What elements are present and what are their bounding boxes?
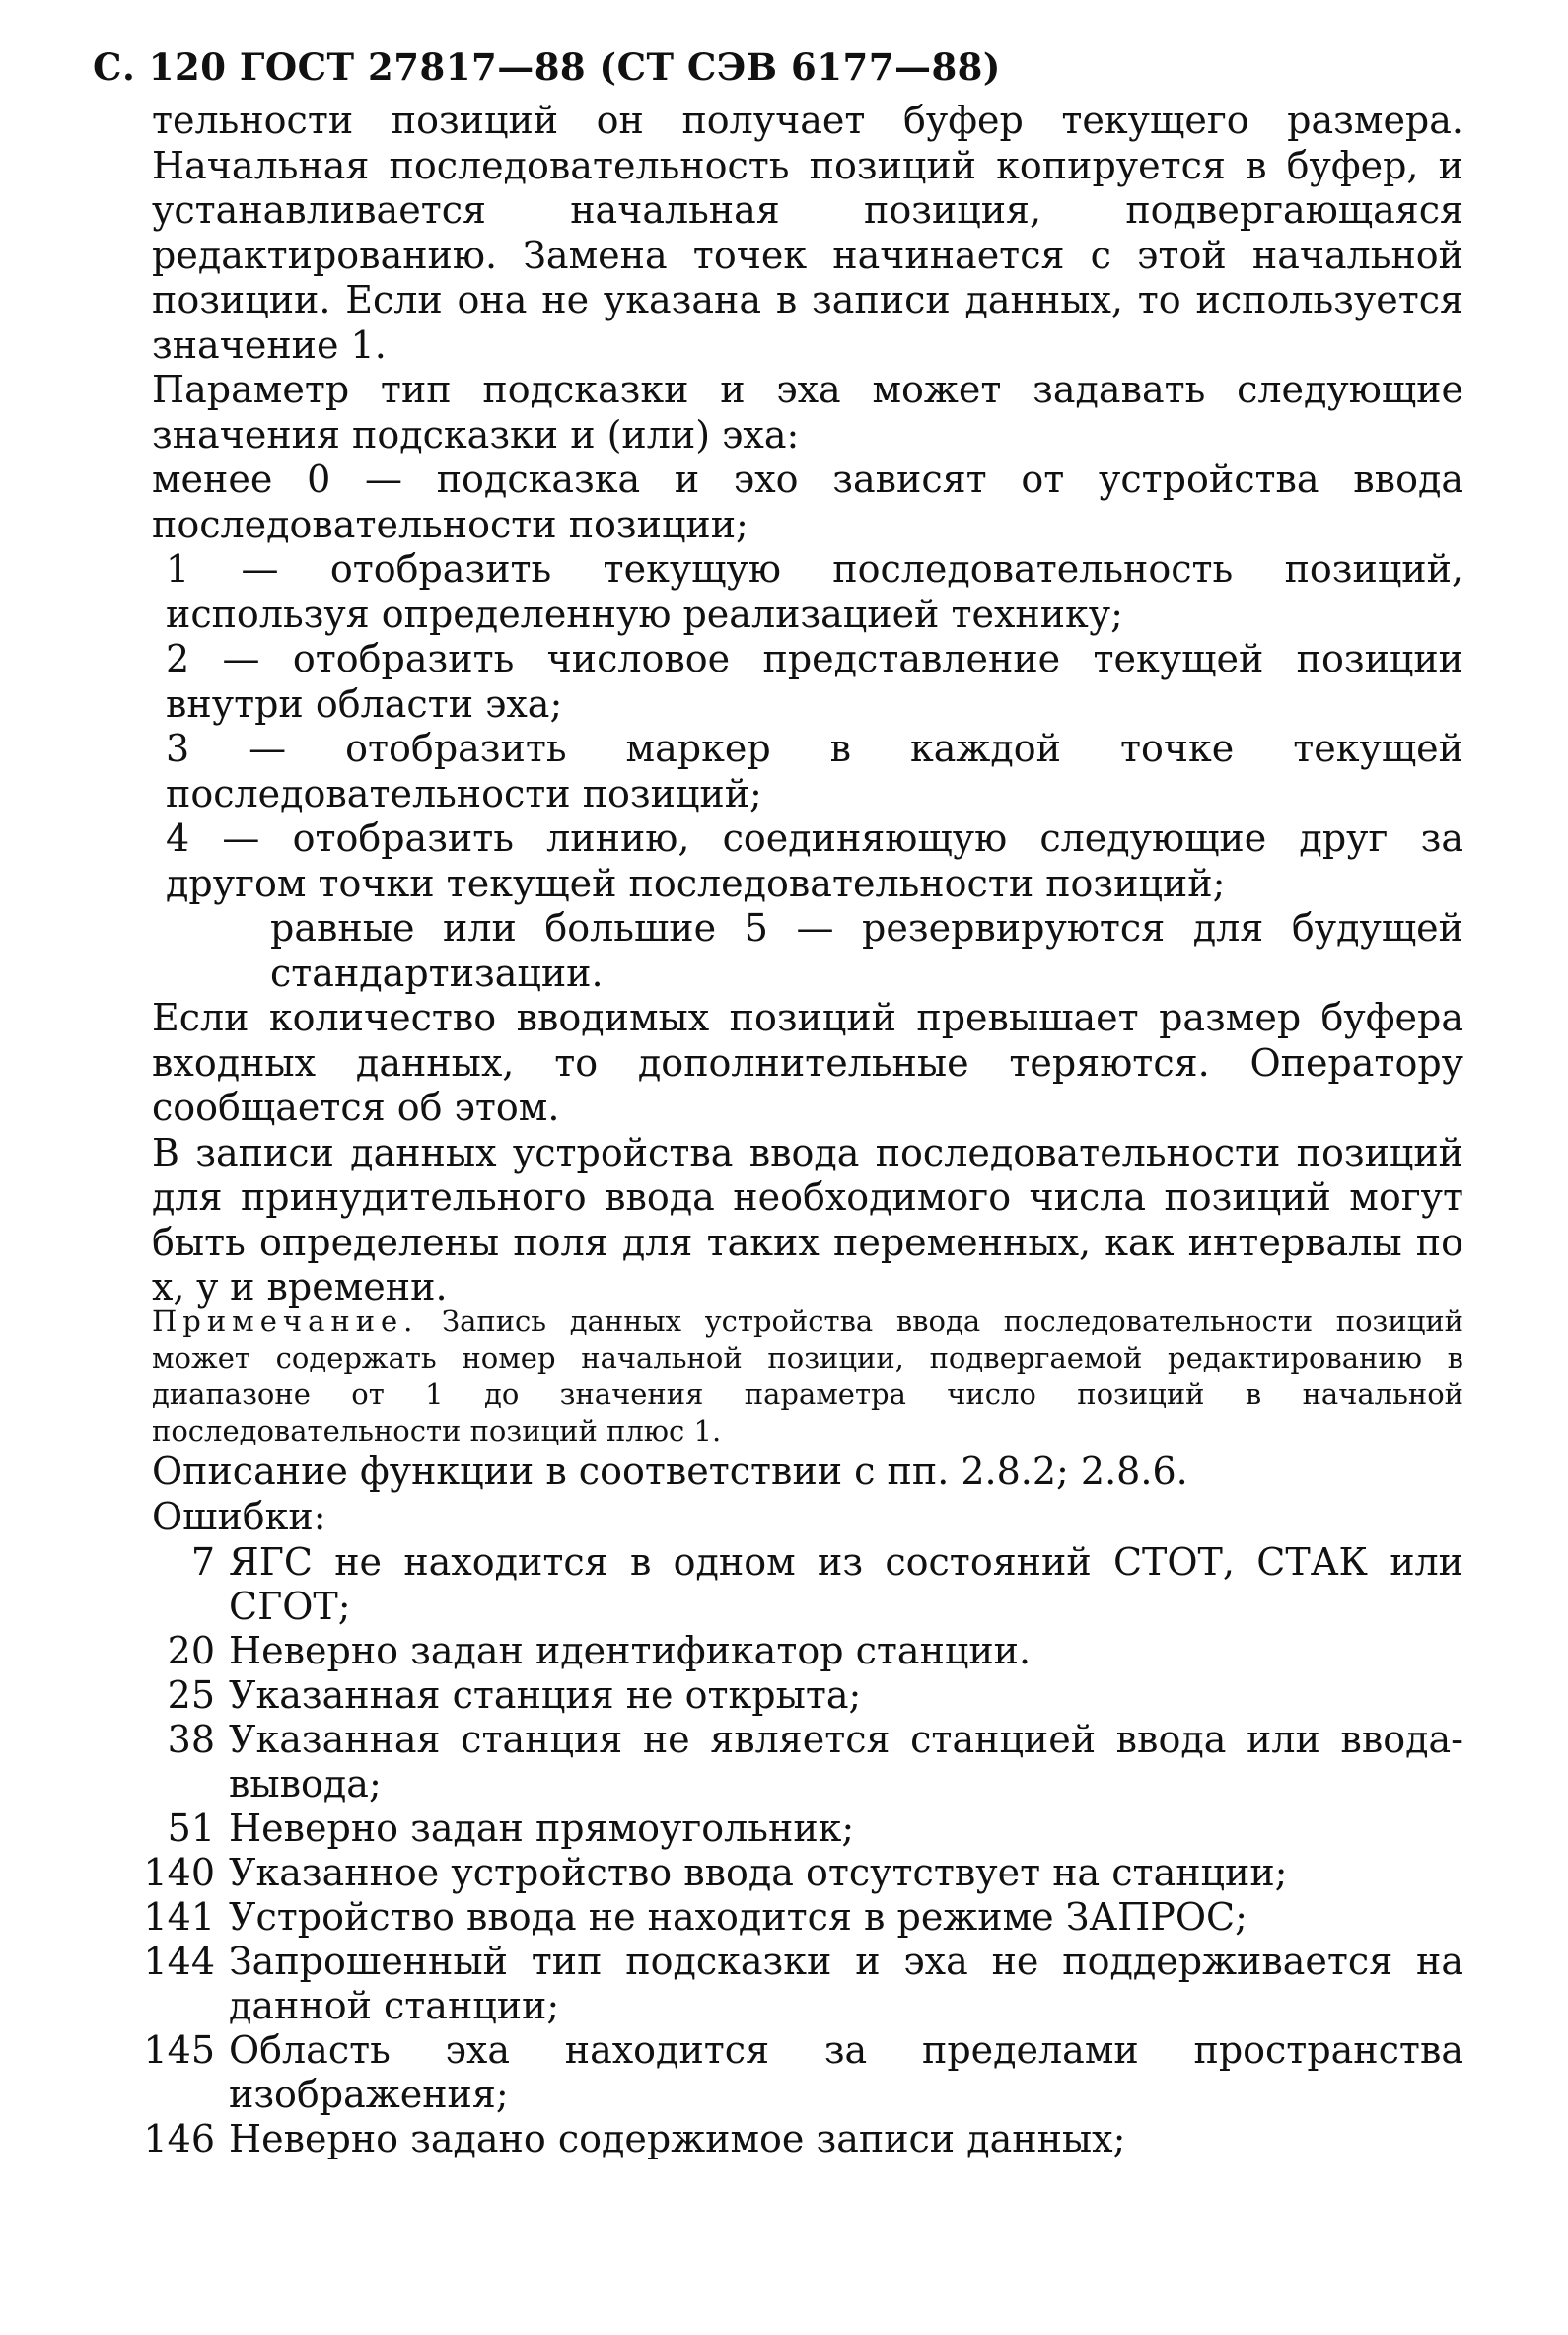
option-2: 2 — отобразить числовое представление текущей позиции внутри области эха;: [166, 637, 1463, 726]
error-row: [118, 2117, 1463, 2161]
page-header: С. 120 ГОСТ 27817—88 (СТ СЭВ 6177—88): [93, 45, 1001, 89]
error-text: Область эха находится за пределами пространства изображения;: [229, 2028, 1463, 2116]
main-text-block: [152, 99, 1463, 1310]
error-code: 20: [167, 1629, 215, 1672]
error-code: 25: [167, 1673, 215, 1717]
error-row: [118, 1718, 1463, 1806]
error-code: 145: [143, 2028, 215, 2072]
option-4: 4 — отобразить линию, соединяющую следующие друг за другом точки текущей последовательности позиций;: [166, 816, 1463, 905]
note-label: Примечание.: [152, 1305, 419, 1338]
error-row: [118, 1673, 1463, 1718]
error-text: Неверно задан прямоугольник;: [229, 1806, 855, 1850]
error-text: ЯГС не находится в одном из состояний СТОТ, СТАК или СГОТ;: [229, 1540, 1463, 1628]
error-row: [118, 2028, 1463, 2117]
error-code: 51: [167, 1806, 215, 1850]
error-code: 7: [190, 1540, 215, 1584]
option-5-and-more: равные или большие 5 — резервируются для будущей стандартизации.: [270, 906, 1463, 995]
error-row: [118, 1540, 1463, 1629]
errors-list: [118, 1540, 1463, 2161]
error-code: 141: [143, 1895, 215, 1939]
error-text: Указанное устройство ввода отсутствует на станции;: [229, 1851, 1288, 1894]
error-text: Запрошенный тип подсказки и эха не поддерживается на данной станции;: [229, 1940, 1463, 2027]
paragraph-data-record: В записи данных устройства ввода последовательности позиций для принудительного ввода необходимого числа позиций могут быть определены поля для таких переменных, как интервалы по x, y и времени.: [152, 1130, 1463, 1309]
error-text: Указанная станция не является станцией ввода или ввода-вывода;: [229, 1718, 1463, 1805]
error-code: 146: [143, 2117, 215, 2160]
error-row: [118, 1851, 1463, 1895]
error-text: Устройство ввода не находится в режиме ЗАПРОС;: [229, 1895, 1247, 1939]
paragraph-buffer-overflow: Если количество вводимых позиций превышает размер буфера входных данных, то дополнительные теряются. Оператору сообщается об этом.: [152, 996, 1463, 1129]
function-description: Описание функции в соответствии с пп. 2.8.2; 2.8.6.: [152, 1450, 1188, 1493]
paragraph-prompt-echo-intro: Параметр тип подсказки и эха может задавать следующие значения подсказки и (или) эха:: [152, 368, 1463, 457]
error-row: [118, 1629, 1463, 1673]
error-text: Указанная станция не открыта;: [229, 1673, 862, 1717]
option-3: 3 — отобразить маркер в каждой точке текущей последовательности позиций;: [166, 727, 1463, 815]
error-text: Неверно задано содержимое записи данных;: [229, 2117, 1126, 2160]
paragraph-continuation: тельности позиций он получает буфер текущего размера. Начальная последовательность позиций копируется в буфер, и устанавливается начальная позиция, подвергающаяся редактированию. Замена точек начинается с этой начальной позиции. Если она не указана в записи данных, то используется значение 1.: [152, 99, 1463, 367]
error-row: [118, 1895, 1463, 1940]
error-code: 144: [143, 1940, 215, 1983]
description-block: [152, 1450, 1463, 1539]
error-row: [118, 1940, 1463, 2028]
error-code: 140: [143, 1851, 215, 1894]
option-less-than-zero: менее 0 — подсказка и эхо зависят от устройства ввода последовательности позиции;: [152, 458, 1463, 546]
note-text: Запись данных устройства ввода последовательности позиций может содержать номер начальной позиции, подвергаемой редактированию в диапазоне от 1 до значения параметра число позиций в начальной последовательности позиций плюс 1.: [152, 1305, 1463, 1448]
error-row: [118, 1806, 1463, 1851]
errors-title: Ошибки:: [152, 1494, 326, 1538]
note-block: [152, 1304, 1463, 1450]
option-1: 1 — отобразить текущую последовательность позиций, используя определенную реализацией технику;: [166, 547, 1463, 636]
error-code: 38: [167, 1718, 215, 1761]
error-text: Неверно задан идентификатор станции.: [229, 1629, 1032, 1672]
